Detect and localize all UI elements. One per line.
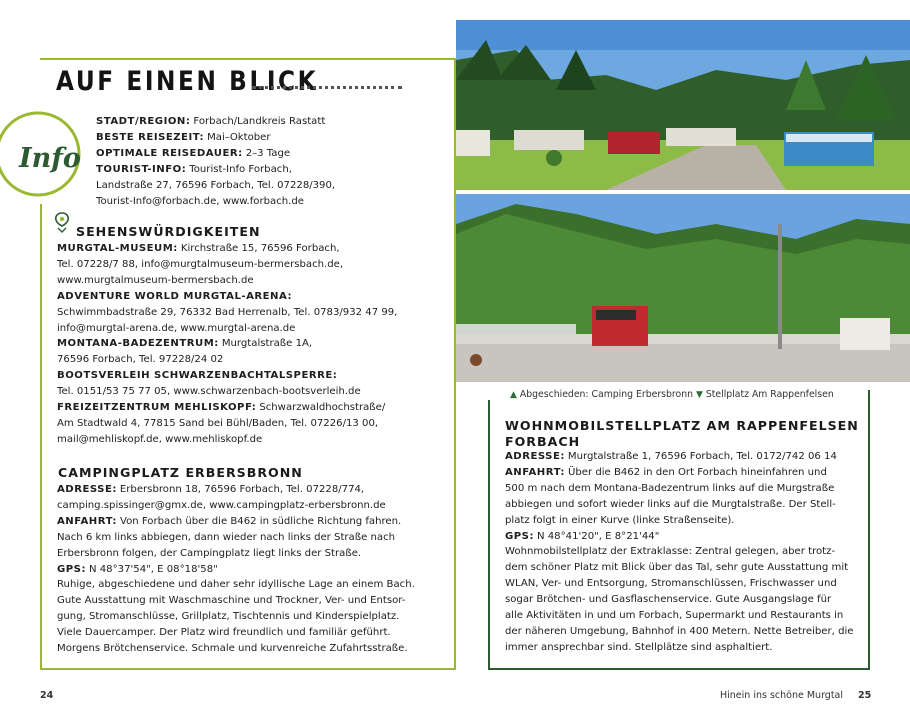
camping-text: Erbersbronn folgen, der Campingplatz liegt links der Straße.	[57, 547, 362, 559]
left-frame-bottom	[40, 668, 456, 670]
wohn-line	[505, 497, 836, 513]
camping-text: Nach 6 km links abbiegen, dann wieder nach links der Straße nach	[57, 531, 396, 543]
info-text: Tourist-Info@forbach.de, www.forbach.de	[96, 195, 304, 207]
right-frame-left	[488, 400, 490, 670]
wohn-label: GPS:	[505, 530, 534, 542]
info-text: Tourist-Info Forbach,	[189, 163, 292, 175]
wohn-line	[505, 481, 834, 497]
camping-label: GPS:	[57, 563, 86, 575]
info-line	[96, 178, 335, 194]
sight-label: MURGTAL-MUSEUM:	[57, 243, 178, 254]
wohn-line	[505, 608, 843, 624]
camping-line	[57, 530, 395, 546]
sight-label: ADVENTURE WORLD MURGTAL-ARENA:	[57, 290, 293, 302]
info-line	[96, 146, 290, 162]
wohn-line	[505, 513, 735, 529]
sight-text: Tel. 07228/7 88, info@murgtalmuseum-bermersbach.de,	[57, 258, 344, 270]
wohn-line	[505, 449, 837, 465]
sight-text: Murgtalstraße 1A,	[221, 338, 313, 350]
running-title: Hinein ins schöne Murgtal	[720, 690, 844, 701]
triangle-up-icon: ▲	[510, 390, 517, 400]
sight-text: Schwarzwaldhochstraße/	[259, 402, 386, 413]
info-line	[96, 194, 304, 210]
info-badge-text: Info	[19, 143, 81, 174]
info-line	[96, 130, 271, 146]
camping-line	[57, 625, 391, 641]
sight-line	[57, 289, 292, 305]
info-badge	[0, 108, 82, 200]
sight-line	[57, 368, 337, 384]
sight-line	[57, 416, 378, 432]
info-line	[96, 114, 325, 130]
photo-caption	[510, 389, 834, 400]
sight-line	[57, 384, 361, 400]
wohn-text: der näheren Umgebung, Bahnhof in 400 Metern. Nette Betreiber, die	[505, 625, 854, 637]
title-dots	[252, 86, 402, 89]
sight-label: FREIZEITZENTRUM MEHLISKOPF:	[57, 402, 257, 413]
camping-line	[57, 514, 401, 530]
sight-line	[57, 352, 223, 368]
wohn-line	[505, 640, 772, 656]
sight-text: 76596 Forbach, Tel. 97228/24 02	[57, 354, 224, 366]
wohn-text: immer ansprechbar sind. Stellplätze sind asphaltiert.	[505, 641, 773, 653]
map-pin-icon	[53, 212, 71, 234]
title-row	[56, 66, 408, 106]
sight-text: Schwimmbadstraße 29, 76332 Bad Herrenalb, Tel. 0783/932 47 99,	[57, 306, 398, 318]
wohn-text: WLAN, Ver- und Entsorgung, Stromanschlüssen, Frischwasser und	[505, 578, 837, 590]
triangle-down-icon: ▼	[695, 390, 703, 400]
camping-text: Ruhige, abgeschiedene und daher sehr idyllische Lage an einem Bach.	[57, 579, 415, 591]
camping-line	[57, 562, 218, 578]
sights-heading: SEHENSWÜRDIGKEITEN	[76, 224, 261, 239]
sight-text: Kirchstraße 15, 76596 Forbach,	[180, 243, 340, 254]
camping-text: gung, Stromanschlüsse, Grillplatz, Tischtennis und Kinderspielplatz.	[57, 611, 400, 623]
wohn-line	[505, 529, 659, 545]
info-line	[96, 162, 292, 178]
left-frame-left	[40, 204, 42, 670]
wohn-label: ADRESSE:	[505, 451, 565, 462]
camping-line	[57, 609, 399, 625]
caption-left: Abgeschieden: Camping Erbersbronn	[519, 389, 693, 400]
sight-line	[57, 336, 312, 352]
page-title: AUF EINEN BLICK	[56, 66, 319, 97]
camping-line	[57, 546, 361, 562]
sight-text: Tel. 0151/53 75 77 05, www.schwarzenbach-bootsverleih.de	[57, 386, 361, 398]
right-frame-bottom	[488, 668, 870, 670]
sight-line	[57, 257, 343, 273]
camping-text: Viele Dauercamper. Der Platz wird freundlich und familiär geführt.	[57, 627, 391, 639]
wohn-text: abbiegen und sofort wieder links auf die Murgtalstraße. Der Stell-	[505, 498, 836, 510]
page-number-right: 25	[858, 690, 872, 701]
camping-line	[57, 498, 386, 514]
camping-text: Von Forbach über die B462 in südliche Richtung fahren.	[119, 515, 402, 527]
caption-right: Stellplatz Am Rappenfelsen	[705, 389, 834, 400]
sight-text: www.murgtalmuseum-bermersbach.de	[57, 274, 254, 286]
camping-line	[57, 593, 405, 609]
sight-line	[57, 305, 397, 321]
wohn-line	[505, 465, 827, 481]
info-label: TOURIST-INFO:	[96, 163, 187, 175]
camping-text: camping.spissinger@gmx.de, www.campingplatz-erbersbronn.de	[57, 499, 386, 511]
wohn-text: 500 m nach dem Montana-Badezentrum links auf die Murgstraße	[505, 482, 835, 494]
info-label: STADT/REGION:	[96, 116, 191, 127]
camping-text: Morgens Brötchenservice. Schmale und kurvenreiche Zufahrtsstraße.	[57, 643, 408, 654]
sight-line	[57, 400, 385, 416]
wohn-text: Murgtalstraße 1, 76596 Forbach, Tel. 0172/742 06 14	[567, 451, 837, 462]
wohn-text: Wohnmobilstellplatz der Extraklasse: Zentral gelegen, aber trotz-	[505, 546, 836, 558]
wohn-text: sogar Brötchen- und Gasflaschenservice. Gute Ausgangslage für	[505, 594, 832, 606]
info-label: OPTIMALE REISEDAUER:	[96, 147, 243, 159]
sight-line	[57, 432, 262, 448]
sight-line	[57, 321, 295, 337]
photo-camping-erbersbronn	[456, 20, 910, 190]
wohn-text: platz folgt in einer Kurve (linke Straßenseite).	[505, 514, 735, 526]
wohn-text: dem schöner Platz mit Blick über das Tal, sehr gute Ausstattung mit	[505, 562, 849, 574]
wohn-label: ANFAHRT:	[505, 466, 565, 478]
info-text: 2–3 Tage	[245, 147, 291, 159]
camping-text: Erbersbronn 18, 76596 Forbach, Tel. 07228/774,	[119, 484, 365, 495]
wohn-text: Über die B462 in den Ort Forbach hineinfahren und	[567, 466, 827, 478]
wohn-text: N 48°41'20", E 8°21'44"	[537, 530, 660, 542]
camping-line	[57, 577, 415, 593]
wohn-line	[505, 544, 835, 560]
sight-line	[57, 273, 254, 289]
wohn-line	[505, 576, 837, 592]
camping-heading: CAMPINGPLATZ ERBERSBRONN	[58, 465, 303, 480]
wohn-text: alle Aktivitäten in und um Forbach, Supermarkt und Restaurants in	[505, 610, 844, 621]
sight-text: info@murgtal-arena.de, www.murgtal-arena.de	[57, 322, 296, 334]
wohn-line	[505, 592, 831, 608]
wohn-line	[505, 560, 848, 576]
sight-text: mail@mehliskopf.de, www.mehliskopf.de	[57, 433, 263, 445]
camping-text: N 48°37'54", E 08°18'58"	[89, 563, 218, 575]
photo-stellplatz-rappenfelsen	[456, 194, 910, 382]
page-number-left: 24	[40, 690, 54, 701]
sight-label: MONTANA-BADEZENTRUM:	[57, 338, 219, 350]
camping-label: ADRESSE:	[57, 484, 117, 495]
sight-text: Am Stadtwald 4, 77815 Sand bei Bühl/Baden, Tel. 07226/13 00,	[57, 417, 379, 429]
wohn-line	[505, 624, 854, 640]
info-text: Mai–Oktober	[207, 131, 271, 143]
camping-label: ANFAHRT:	[57, 515, 117, 527]
info-text: Forbach/Landkreis Rastatt	[193, 116, 326, 127]
wohn-heading-line-1: WOHNMOBILSTELLPLATZ AM RAPPENFELSEN	[505, 418, 859, 433]
sight-line	[57, 241, 340, 257]
camping-line	[57, 641, 408, 657]
sight-label: BOOTSVERLEIH SCHWARZENBACHTALSPERRE:	[57, 370, 338, 382]
left-frame-top	[40, 58, 456, 60]
wohn-heading-line-2: FORBACH	[505, 434, 581, 449]
info-label: BESTE REISEZEIT:	[96, 131, 205, 143]
info-text: Landstraße 27, 76596 Forbach, Tel. 07228/390,	[96, 179, 336, 191]
right-frame-right	[868, 390, 870, 670]
camping-line	[57, 482, 364, 498]
camping-text: Gute Ausstattung mit Waschmaschine und Trockner, Ver- und Entsor-	[57, 595, 406, 607]
